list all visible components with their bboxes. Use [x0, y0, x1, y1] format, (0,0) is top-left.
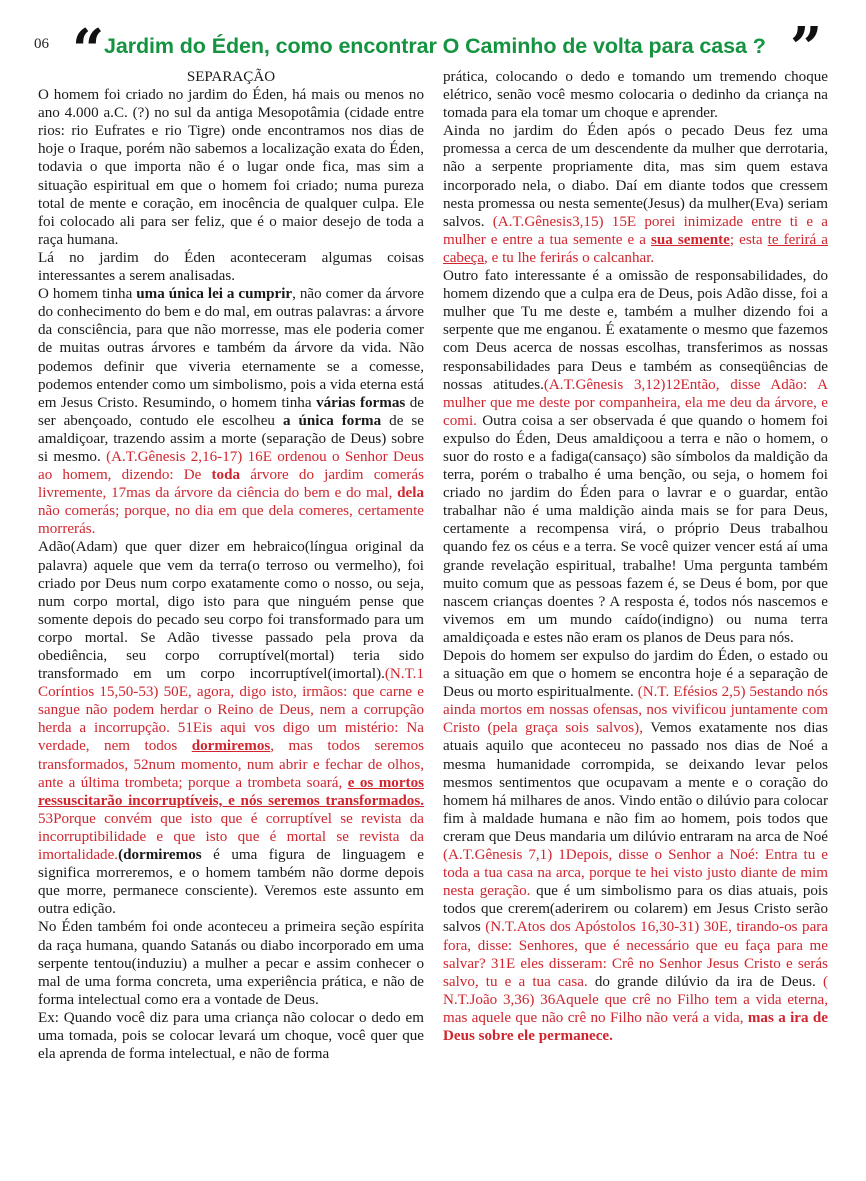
paragraph: Ex: Quando você diz para uma criança não colocar o dedo em uma tomada, pois se colocar levará um choque, você quer que ela aprenda de forma intelectual, e não de forma: [38, 1009, 424, 1063]
text-span: que é um simbolismo para os dias atuais, pois todos que crerem(aderirem ou colarem) em Jesus Cristo serão salvos: [443, 883, 828, 936]
scripture-quote: ; esta: [729, 231, 768, 248]
scripture-quote: ( N.T.João 3,36) 36Aquele que crê no Filho tem a vida eterna, mas aquele que não crê no Filho não verá a vida,: [443, 973, 829, 1026]
text-span: Ainda no jardim do Éden após o pecado Deus fez uma promessa a cerca de um descendente da mulher que derrotaria, não a serpente propriamente dita, mas sim quem estava incorporado nela, o diabo. Daí em diante todos que cressem nesta promessa ou nesta semente(Jesus) da mulher(Eva) seriam salvos.: [443, 123, 828, 230]
scripture-quote: (N.T.1 Coríntios 15,50-53) 50E, agora, digo isto, irmãos: que carne e sangue não podem herdar o Reino de Deus, nem a corrupção herda a incorrupção. 51Eis aqui vos digo um mistério: Na verdade, nem todos: [38, 666, 424, 755]
text-span: é uma figura de linguagem e significa morreremos, e o homem também não dorme depois que morre, permanece consciente). Veremos este assunto em outra edição.: [38, 847, 424, 918]
scripture-bold: mas a ira de Deus sobre ele permanece.: [443, 1009, 828, 1044]
scripture-bold-underlined: e os mortos ressuscitarão incorruptíveis, e nós seremos transformados.: [38, 774, 425, 809]
scripture-quote: (N.T. Efésios 2,5) 5estando nós ainda mortos em nossas ofensas, nos vivificou juntamente com Cristo (pela graça sois salvos),: [443, 684, 828, 737]
text-span: Outro fato interessante é a omissão de responsabilidades, do homem dizendo que a culpa era de Deus, pois Adão disse, foi a mulher que Tu me deste e, também a mulher dizendo foi a serpente que me enganou. É exatamente o mesmo que fazemos com Deus acerca de nossas escolhas, transferimos as nossas responsabilidades para Deus e também as conseqüências de nossas atitudes.: [443, 268, 828, 393]
text-span: O homem tinha: [38, 286, 137, 303]
paragraph: [443, 267, 828, 647]
open-quote-mark: “: [72, 17, 105, 83]
text-span: Adão(Adam) que quer dizer em hebraico(língua original da palavra) aquele que vem da terra(o terroso ou vermelho), foi criado por Deus num corpo exatamente como o nosso, ou seja, num corpo mortal, digo isto para que ninguém pense que somente depois do pecado seu corpo foi transformado para um corpo mortal. Se Adão tivesse passado pela prova da obediência, seu corpo corruptível(mortal) teria sido transformado em um corpo incorruptível(imortal).: [38, 539, 424, 683]
paragraph: O homem foi criado no jardim do Éden, há mais ou menos no ano 4.000 a.C. (?) no sul da antiga Mesopotâmia (cidade entre rios: rio Eufrates e rio Tigre) onde encontramos nos dias de hoje o Iraque, porém não sabemos a localização exata do Éden, todavia o que importa não é o lugar onde fica, mas sim a situação espiritual em que o homem foi criado; numa pureza total de mente e coração, em inocência de qualquer culpa. Ele foi colocado ali para ser feliz, que é o maior desejo de toda a raça humana.: [38, 87, 424, 248]
page-title: Jardim do Éden, como encontrar O Caminho de volta para casa ?: [104, 34, 766, 58]
scripture-quote: árvore do jardim comerás livremente, 17mas da árvore da ciência do bem e do mal,: [38, 467, 424, 502]
text-span: Outra coisa a ser observada é que quando o homem foi expulso do Éden, Deus amaldiçoou a terra e não o homem, o suor do rosto e a fadiga(cansaço) são símbolos da maldição da terra, porém o trabalho é uma benção, ou seja, o homem foi criado no jardim do Éden para o lavrar e o guardar, então trabalhar não é uma maldição ainda mais se for para Deus, certamente a recompensa virá, o próprio Deus trabalhou quando fez os céus e a terra. Se você quizer vencer está aí uma grande revelação espiritual, trabalhe! Uma pergunta também muito comum que as pessoas fazem é, se Deus é bom, por que nascem crianças doentes ? A resposta é, todos nós nascemos e vivemos em um mundo caído(indigno) ou numa terra amaldiçoada e estes não eram os planos de Deus para nós.: [443, 412, 828, 646]
right-column: [443, 68, 828, 1045]
close-quote-mark: ”: [790, 15, 823, 81]
scripture-quote: (A.T.Gênesis 7,1) 1Depois, disse o Senhor a Noé: Entra tu e toda a tua casa na arca, porque te hei visto justo diante de mim nesta geração.: [443, 847, 828, 900]
page-number: 06: [34, 36, 49, 52]
text-span: , não comer da árvore do conhecimento do bem e do mal, em outras palavras: a árvore da consciência, para que não morresse, mas ele poderia comer de muitas outras árvores e também da árvore da vida. Não podemos definir que viveria eternamente se a comesse, podemos entender como um simbolismo, pois a vida eterna está em Jesus Cristo. Resumindo, o homem tinha: [38, 286, 424, 411]
bold-text: uma única lei a cumprir: [136, 286, 293, 303]
scripture-bold: dela: [397, 485, 424, 502]
scripture-quote: (N.T.Atos dos Apóstolos 16,30-31) 30E, tirando-os para fora, disse: Senhores, que é necessário que eu faça para me salvar? 31E eles disseram: Crê no Senhor Jesus Cristo e serás salvo, tu e a tua casa.: [443, 919, 828, 990]
scripture-bold-underlined: sua semente: [651, 231, 730, 248]
bold-text: várias formas: [316, 394, 406, 411]
scripture-quote: , e tu lhe ferirás o calcanhar.: [484, 249, 655, 266]
paragraph: [443, 647, 828, 1045]
scripture-quote: 53Porque convém que isto que é corruptível se revista da incorruptibilidade e que isto que é mortal se revista da imortalidade.: [38, 810, 424, 864]
scripture-underlined: te ferirá a cabeça: [443, 231, 829, 266]
scripture-quote: (A.T.Gênesis 2,16-17) 16E ordenou o Senhor Deus ao homem, dizendo: De: [38, 448, 424, 484]
text-span: Vemos exatamente nos dias atuais aquilo que aconteceu no passado nos dias de Noé a mesma humanidade corrompida, se deixando levar pelos mesmos sentimentos que ocupavam a mente e o coração do homem há milhares de anos. Vindo então o dilúvio para colocar fim à maldade humana e não fim ao homem, pois todos que creram que Deus mandaria um dilúvio entraram na arca de Noé: [443, 720, 828, 845]
text-span: Depois do homem ser expulso do jardim do Éden, o estado ou a situação em que o homem se encontra hoje é a separação de Deus ou morto espiritualmente.: [443, 648, 828, 701]
bold-text: a única forma: [282, 412, 382, 429]
scripture-bold-underlined: dormiremos: [191, 738, 271, 755]
left-column: [38, 68, 424, 1063]
section-heading: SEPARAÇÃO: [186, 69, 276, 85]
scripture-quote: (A.T.Gênesis 3,12)12Então, disse Adão: A mulher que me deste por companheira, ela me deu da árvore, e comi.: [443, 376, 828, 429]
paragraph: No Éden também foi onde aconteceu a primeira seção espírita da raça humana, quando Satanás ou diabo incorporado em uma serpente tentou(induziu) a mulher a pecar e assim conhecer o mal de uma forma concreta, uma experiência prática, e não de forma intelectual como era a vontade de Deus.: [38, 919, 424, 1008]
scripture-bold: toda: [211, 467, 241, 484]
text-span: de ser abençoado, contudo ele escolheu: [38, 394, 425, 429]
paragraph: prática, colocando o dedo e tomando um tremendo choque elétrico, senão você mesmo colocaria o dedinho da criança na tomada para ela tomar um choque e aprender.: [443, 69, 828, 122]
scripture-quote: , mas todos seremos transformados, 52num momento, num abrir e fechar de olhos, ante a última trombeta; porque a trombeta soará,: [38, 738, 424, 791]
scripture-quote: (A.T.Gênesis3,15) 15E porei inimizade entre ti e a mulher e entre a tua semente e a: [443, 213, 828, 248]
paragraph: Lá no jardim do Éden aconteceram algumas coisas interessantes a serem analisadas.: [38, 249, 424, 285]
paragraph: [38, 285, 424, 538]
text-span: de se amaldiçoar, trazendo assim a morte (separação de Deus) sobre si mesmo.: [38, 412, 424, 465]
bold-text: (dormiremos: [118, 847, 202, 864]
paragraph: [443, 122, 828, 267]
paragraph: [38, 538, 424, 918]
scripture-quote: não comerás; porque, no dia em que dela comeres, certamente morrerás.: [38, 503, 424, 538]
text-span: do grande dilúvio da ira de Deus.: [587, 973, 823, 990]
